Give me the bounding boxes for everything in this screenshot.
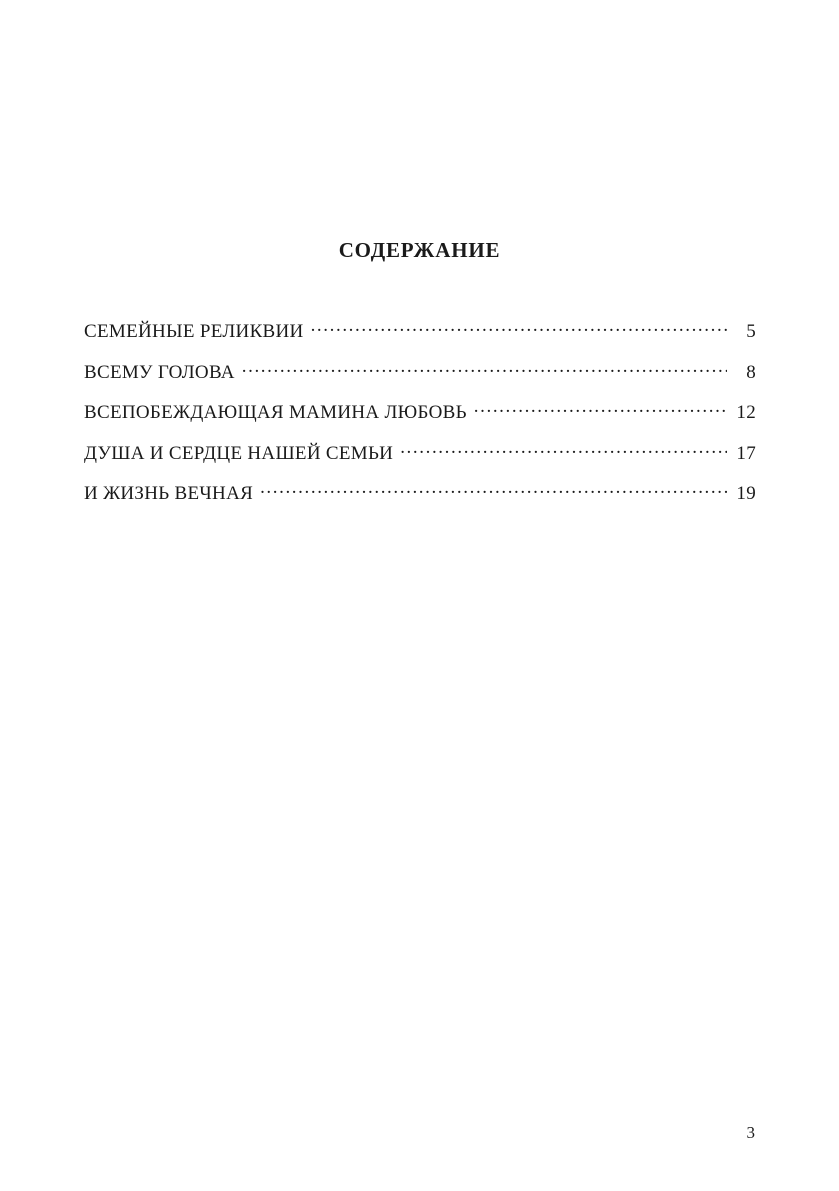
toc-leader-dots xyxy=(260,480,727,499)
toc-entry-title: ДУША И СЕРДЦЕ НАШЕЙ СЕМЬИ xyxy=(84,442,394,464)
toc-entry-page: 19 xyxy=(736,483,756,504)
table-of-contents xyxy=(84,318,756,521)
toc-entry-page: 5 xyxy=(746,321,756,342)
toc-entry-page: 17 xyxy=(736,442,756,464)
toc-entry-title: СЕМЕЙНЫЕ РЕЛИКВИИ xyxy=(84,321,304,342)
toc-entry-page: 12 xyxy=(736,402,756,423)
toc-entry-title: ВСЕМУ ГОЛОВА xyxy=(84,361,235,383)
toc-entry[interactable] xyxy=(84,480,756,505)
toc-entry-title: И ЖИЗНЬ ВЕЧНАЯ xyxy=(84,483,254,504)
toc-leader-dots xyxy=(242,359,727,378)
toc-leader-dots xyxy=(311,318,727,337)
page-title: СОДЕРЖАНИЕ xyxy=(338,238,501,262)
page-footer-number: 3 xyxy=(746,1123,755,1142)
toc-leader-dots xyxy=(474,399,727,418)
toc-entry-page: 8 xyxy=(746,361,756,383)
toc-entry-title: ВСЕПОБЕЖДАЮЩАЯ МАМИНА ЛЮБОВЬ xyxy=(84,402,467,423)
toc-leader-dots xyxy=(400,440,727,459)
toc-entry[interactable] xyxy=(84,399,756,424)
toc-entry[interactable] xyxy=(84,318,756,343)
toc-entry[interactable] xyxy=(84,359,756,384)
toc-entry[interactable] xyxy=(84,440,756,465)
